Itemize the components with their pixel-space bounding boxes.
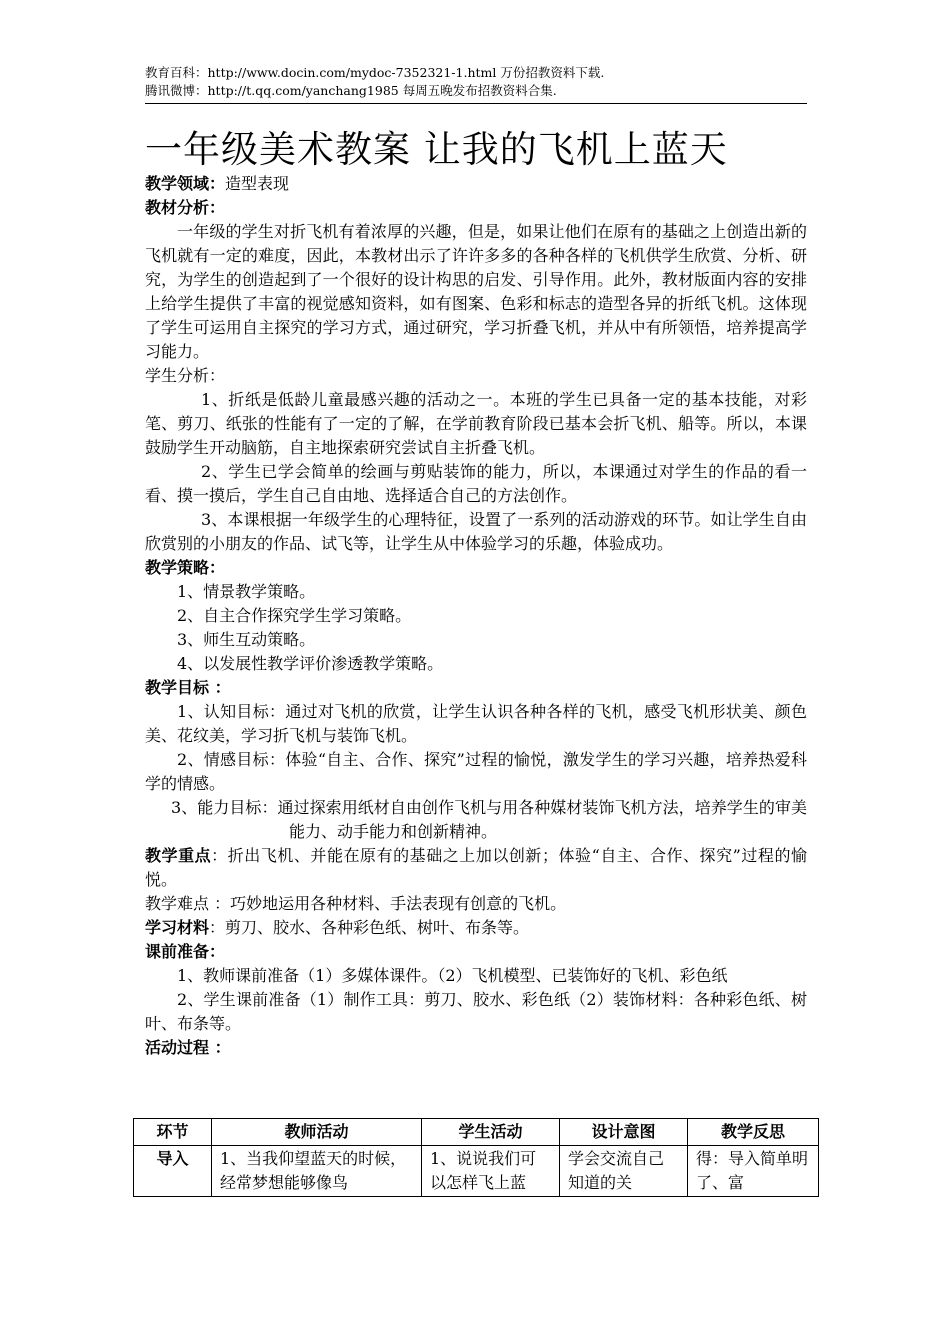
strategy-item: 3、师生互动策略。 xyxy=(177,630,316,649)
goal-item: 3、能力目标：通过探索用纸材自由创作飞机与用各种媒材装饰飞机方法，培养学生的审美能力、动手能力和创新精神。 xyxy=(171,798,807,841)
strategy-heading: 教学策略： xyxy=(145,558,226,577)
student-analysis-item: 1、折纸是低龄儿童最感兴趣的活动之一。本班的学生已具备一定的基本技能，对彩笔、剪刀、纸张的性能有了一定的了解，在学前教育阶段已基本会折飞机、船等。所以，本课鼓励学生开动脑筋，自主地探索研究尝试自主折叠飞机。 xyxy=(145,390,807,457)
learning-materials-text: ：剪刀、胶水、各种彩色纸、树叶、布条等。 xyxy=(209,918,530,937)
goal-item: 1、认知目标：通过对飞机的欣赏，让学生认识各种各样的飞机，感受飞机形状美、颜色美、花纹美，学习折飞机与装饰飞机。 xyxy=(145,702,807,745)
preparation-item: 1、教师课前准备（1）多媒体课件。（2）飞机模型、已装饰好的飞机、彩色纸 xyxy=(177,966,728,985)
header-divider xyxy=(145,103,807,104)
preparation-item: 2、学生课前准备（1）制作工具：剪刀、胶水、彩色纸（2）装饰材料：各种彩色纸、树叶、布条等。 xyxy=(145,990,807,1033)
material-analysis-heading: 教材分析： xyxy=(145,198,226,217)
document-page xyxy=(145,64,807,1060)
learning-materials xyxy=(145,916,807,940)
table-header-cell: 教学反思 xyxy=(688,1119,819,1146)
process-heading: 活动过程 ： xyxy=(145,1038,231,1057)
goals-heading: 教学目标 ： xyxy=(145,678,231,697)
key-points xyxy=(145,844,807,892)
activity-process-table xyxy=(133,1118,819,1197)
page-header xyxy=(145,64,807,100)
strategy-item: 1、情景教学策略。 xyxy=(177,582,316,601)
teaching-domain xyxy=(145,172,807,196)
material-analysis-text: 一年级的学生对折飞机有着浓厚的兴趣，但是，如果让他们在原有的基础之上创造出新的飞机就有一定的难度，因此，本教材出示了许许多多的各种各样的飞机供学生欣赏、分析、研究，为学生的创造起到了一个很好的设计构思的启发、引导作用。此外，教材版面内容的安排上给学生提供了丰富的视觉感知资料，如有图案、色彩和标志的造型各异的折纸飞机。这体现了学生可运用自主探究的学习方式，通过研究，学习折叠飞机，并从中有所领悟，培养提高学习能力。 xyxy=(145,222,807,361)
header-line-1: 教育百科：http://www.docin.com/mydoc-7352321-1.html 万份招教资料下载. xyxy=(145,65,605,80)
difficulty xyxy=(145,892,807,916)
document-title: 一年级美术教案 让我的飞机上蓝天 xyxy=(145,128,728,171)
key-points-text: ：折出飞机、并能在原有的基础之上加以创新；体验“自主、合作、探究”过程的愉悦。 xyxy=(145,846,807,889)
table-cell: 1、当我仰望蓝天的时候，经常梦想能够像鸟 xyxy=(212,1146,422,1197)
table-header-cell: 学生活动 xyxy=(422,1119,560,1146)
teaching-domain-value: 造型表现 xyxy=(225,174,290,193)
table-cell: 学会交流自己知道的关 xyxy=(560,1146,688,1197)
student-analysis-item: 2、学生已学会简单的绘画与剪贴装饰的能力，所以，本课通过对学生的作品的看一看、摸一摸后，学生自己自由地、选择适合自己的方法创作。 xyxy=(145,462,807,505)
key-points-label: 教学重点 xyxy=(145,846,212,865)
table-cell: 导入 xyxy=(134,1146,212,1197)
teaching-domain-label: 教学领域： xyxy=(145,174,226,193)
strategy-item: 4、以发展性教学评价渗透教学策略。 xyxy=(177,654,444,673)
table-header-row xyxy=(134,1119,819,1146)
strategy-item: 2、自主合作探究学生学习策略。 xyxy=(177,606,412,625)
difficulty-text: 巧妙地运用各种材料、手法表现有创意的飞机。 xyxy=(230,894,567,913)
table-header-cell: 设计意图 xyxy=(560,1119,688,1146)
table-header-cell: 环节 xyxy=(134,1119,212,1146)
goal-item: 2、情感目标：体验“自主、合作、探究”过程的愉悦，激发学生的学习兴趣，培养热爱科学的情感。 xyxy=(145,750,807,793)
student-analysis-heading: 学生分析： xyxy=(145,366,226,385)
learning-materials-label: 学习材料 xyxy=(145,918,210,937)
table-cell: 得：导入简单明了、富 xyxy=(688,1146,819,1197)
header-line-2: 腾讯微博：http://t.qq.com/yanchang1985 每周五晚发布招教资料合集. xyxy=(145,83,557,98)
table-header-cell: 教师活动 xyxy=(212,1119,422,1146)
student-analysis-item: 3、本课根据一年级学生的心理特征，设置了一系列的活动游戏的环节。如让学生自由欣赏别的小朋友的作品、试飞等，让学生从中体验学习的乐趣，体验成功。 xyxy=(145,510,807,553)
difficulty-label: 教学难点 ： xyxy=(145,894,231,913)
table-row xyxy=(134,1146,819,1197)
preparation-heading: 课前准备： xyxy=(145,942,226,961)
table-cell: 1、说说我们可以怎样飞上蓝 xyxy=(422,1146,560,1197)
